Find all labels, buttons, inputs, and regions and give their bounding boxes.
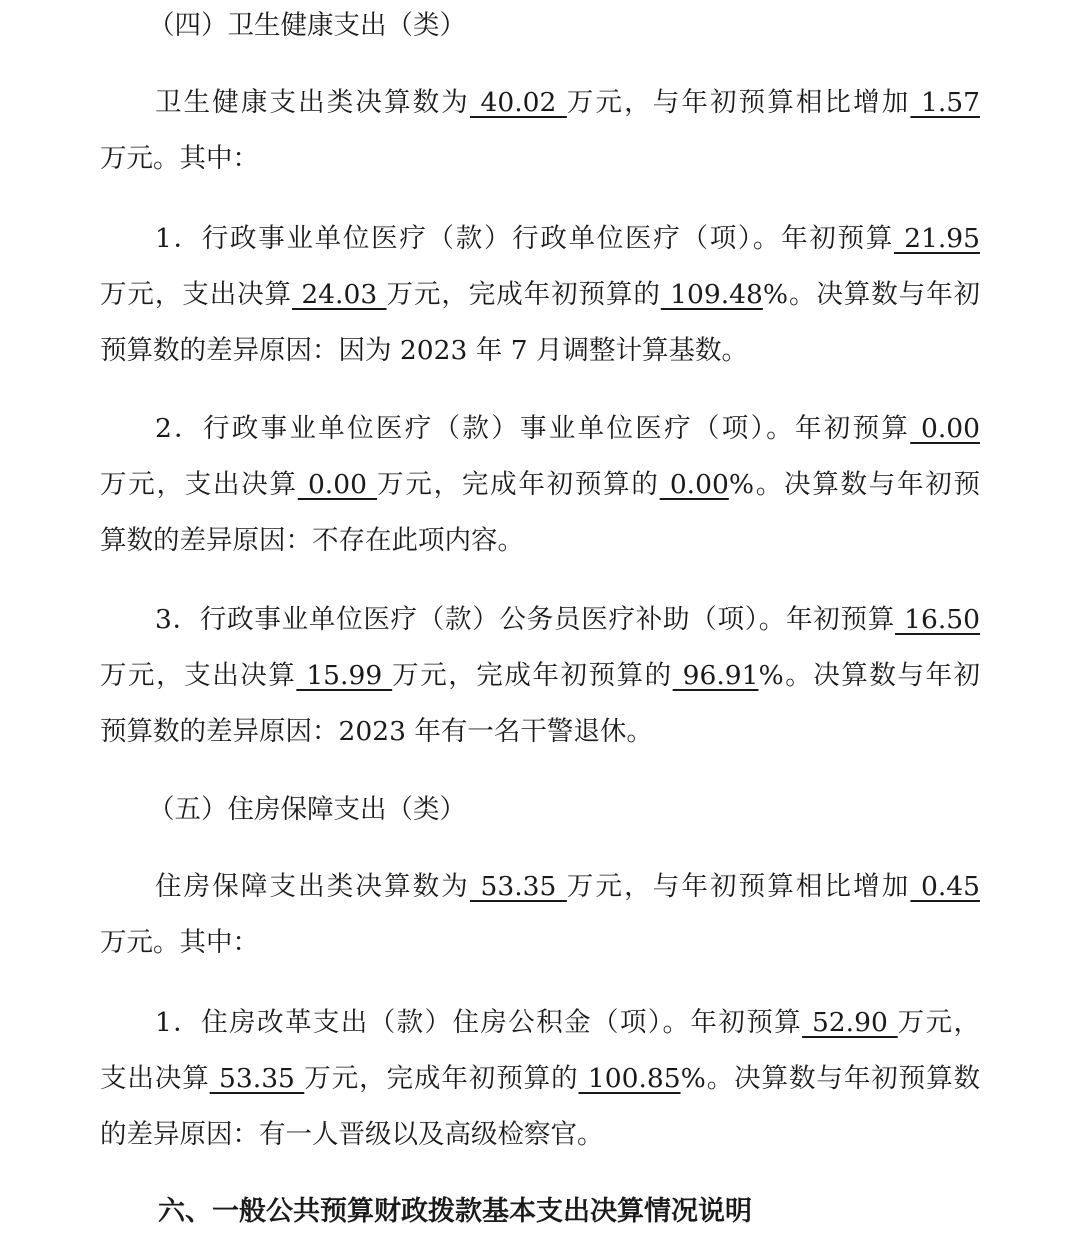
section-4-item-2-budget: 0.00	[910, 413, 980, 444]
section-4-item-3-actual: 15.99	[296, 660, 393, 691]
section-4-item-3-line-2: 万元，支出决算 15.99 万元，完成年初预算的 96.91%。决算数与年初	[100, 660, 981, 691]
section-5-summary-line-2: 万元。其中：	[100, 927, 259, 958]
section-6-heading	[158, 1194, 978, 1230]
section-5-summary-line-1: 住房保障支出类决算数为 53.35 万元，与年初预算相比增加 0.45	[155, 871, 980, 902]
section-4-item-1-actual: 24.03	[291, 279, 387, 310]
section-5-final-value: 53.35	[469, 871, 567, 902]
section-4-item-3-line-3: 预算数的差异原因：2023 年有一名干警退休。	[100, 716, 653, 747]
section-5-item-1-line-1: 1．住房改革支出（款）住房公积金（项）。年初预算 52.90 万元，	[155, 1007, 980, 1038]
section-4-item-3-budget: 16.50	[894, 604, 980, 635]
section-4-item-1-line-2: 万元，支出决算 24.03 万元，完成年初预算的 109.48%。决算数与年初	[100, 279, 981, 310]
section-4-item-1-ratio: 109.48	[660, 279, 763, 310]
section-4-item-3-ratio: 96.91	[672, 660, 759, 691]
section-4-item-2-line-1: 2．行政事业单位医疗（款）事业单位医疗（项）。年初预算 0.00	[155, 413, 980, 444]
section-5-item-1-ratio: 100.85	[578, 1063, 681, 1094]
section-5-item-1-budget: 52.90	[802, 1007, 898, 1038]
section-4-item-1-budget: 21.95	[893, 223, 980, 254]
section-5-increase-value: 0.45	[910, 871, 980, 902]
section-4-item-1-line-1: 1．行政事业单位医疗（款）行政单位医疗（项）。年初预算 21.95	[155, 223, 980, 254]
section-4-item-2-ratio: 0.00	[659, 469, 729, 500]
section-6-heading-text: 六、一般公共预算财政拨款基本支出决算情况说明	[158, 1196, 752, 1227]
section-4-increase-value: 1.57	[910, 87, 980, 118]
section-4-item-2-line-3: 算数的差异原因：不存在此项内容。	[100, 525, 524, 556]
section-4-item-2-line-2: 万元，支出决算 0.00 万元，完成年初预算的 0.00%。决算数与年初预	[100, 469, 981, 500]
section-5-heading-text: （五）住房保障支出（类）	[148, 794, 466, 825]
section-5-item-1-actual: 53.35	[209, 1063, 305, 1094]
section-4-item-3-line-1: 3．行政事业单位医疗（款）公务员医疗补助（项）。年初预算 16.50	[155, 604, 980, 635]
section-4-item-2-actual: 0.00	[297, 469, 378, 500]
section-4-item-1-line-3: 预算数的差异原因：因为 2023 年 7 月调整计算基数。	[100, 335, 748, 366]
section-5-item-1-line-3: 的差异原因：有一人晋级以及高级检察官。	[100, 1119, 604, 1150]
section-4-summary-line-1: 卫生健康支出类决算数为 40.02 万元，与年初预算相比增加 1.57	[155, 87, 980, 118]
section-5-heading	[148, 792, 980, 828]
section-4-heading-text: （四）卫生健康支出（类）	[148, 10, 466, 41]
section-5-item-1-line-2: 支出决算 53.35 万元，完成年初预算的 100.85%。决算数与年初预算数	[100, 1063, 981, 1094]
section-4-heading	[148, 8, 980, 44]
section-4-summary-line-2: 万元。其中：	[100, 143, 259, 174]
section-4-final-value: 40.02	[469, 87, 567, 118]
